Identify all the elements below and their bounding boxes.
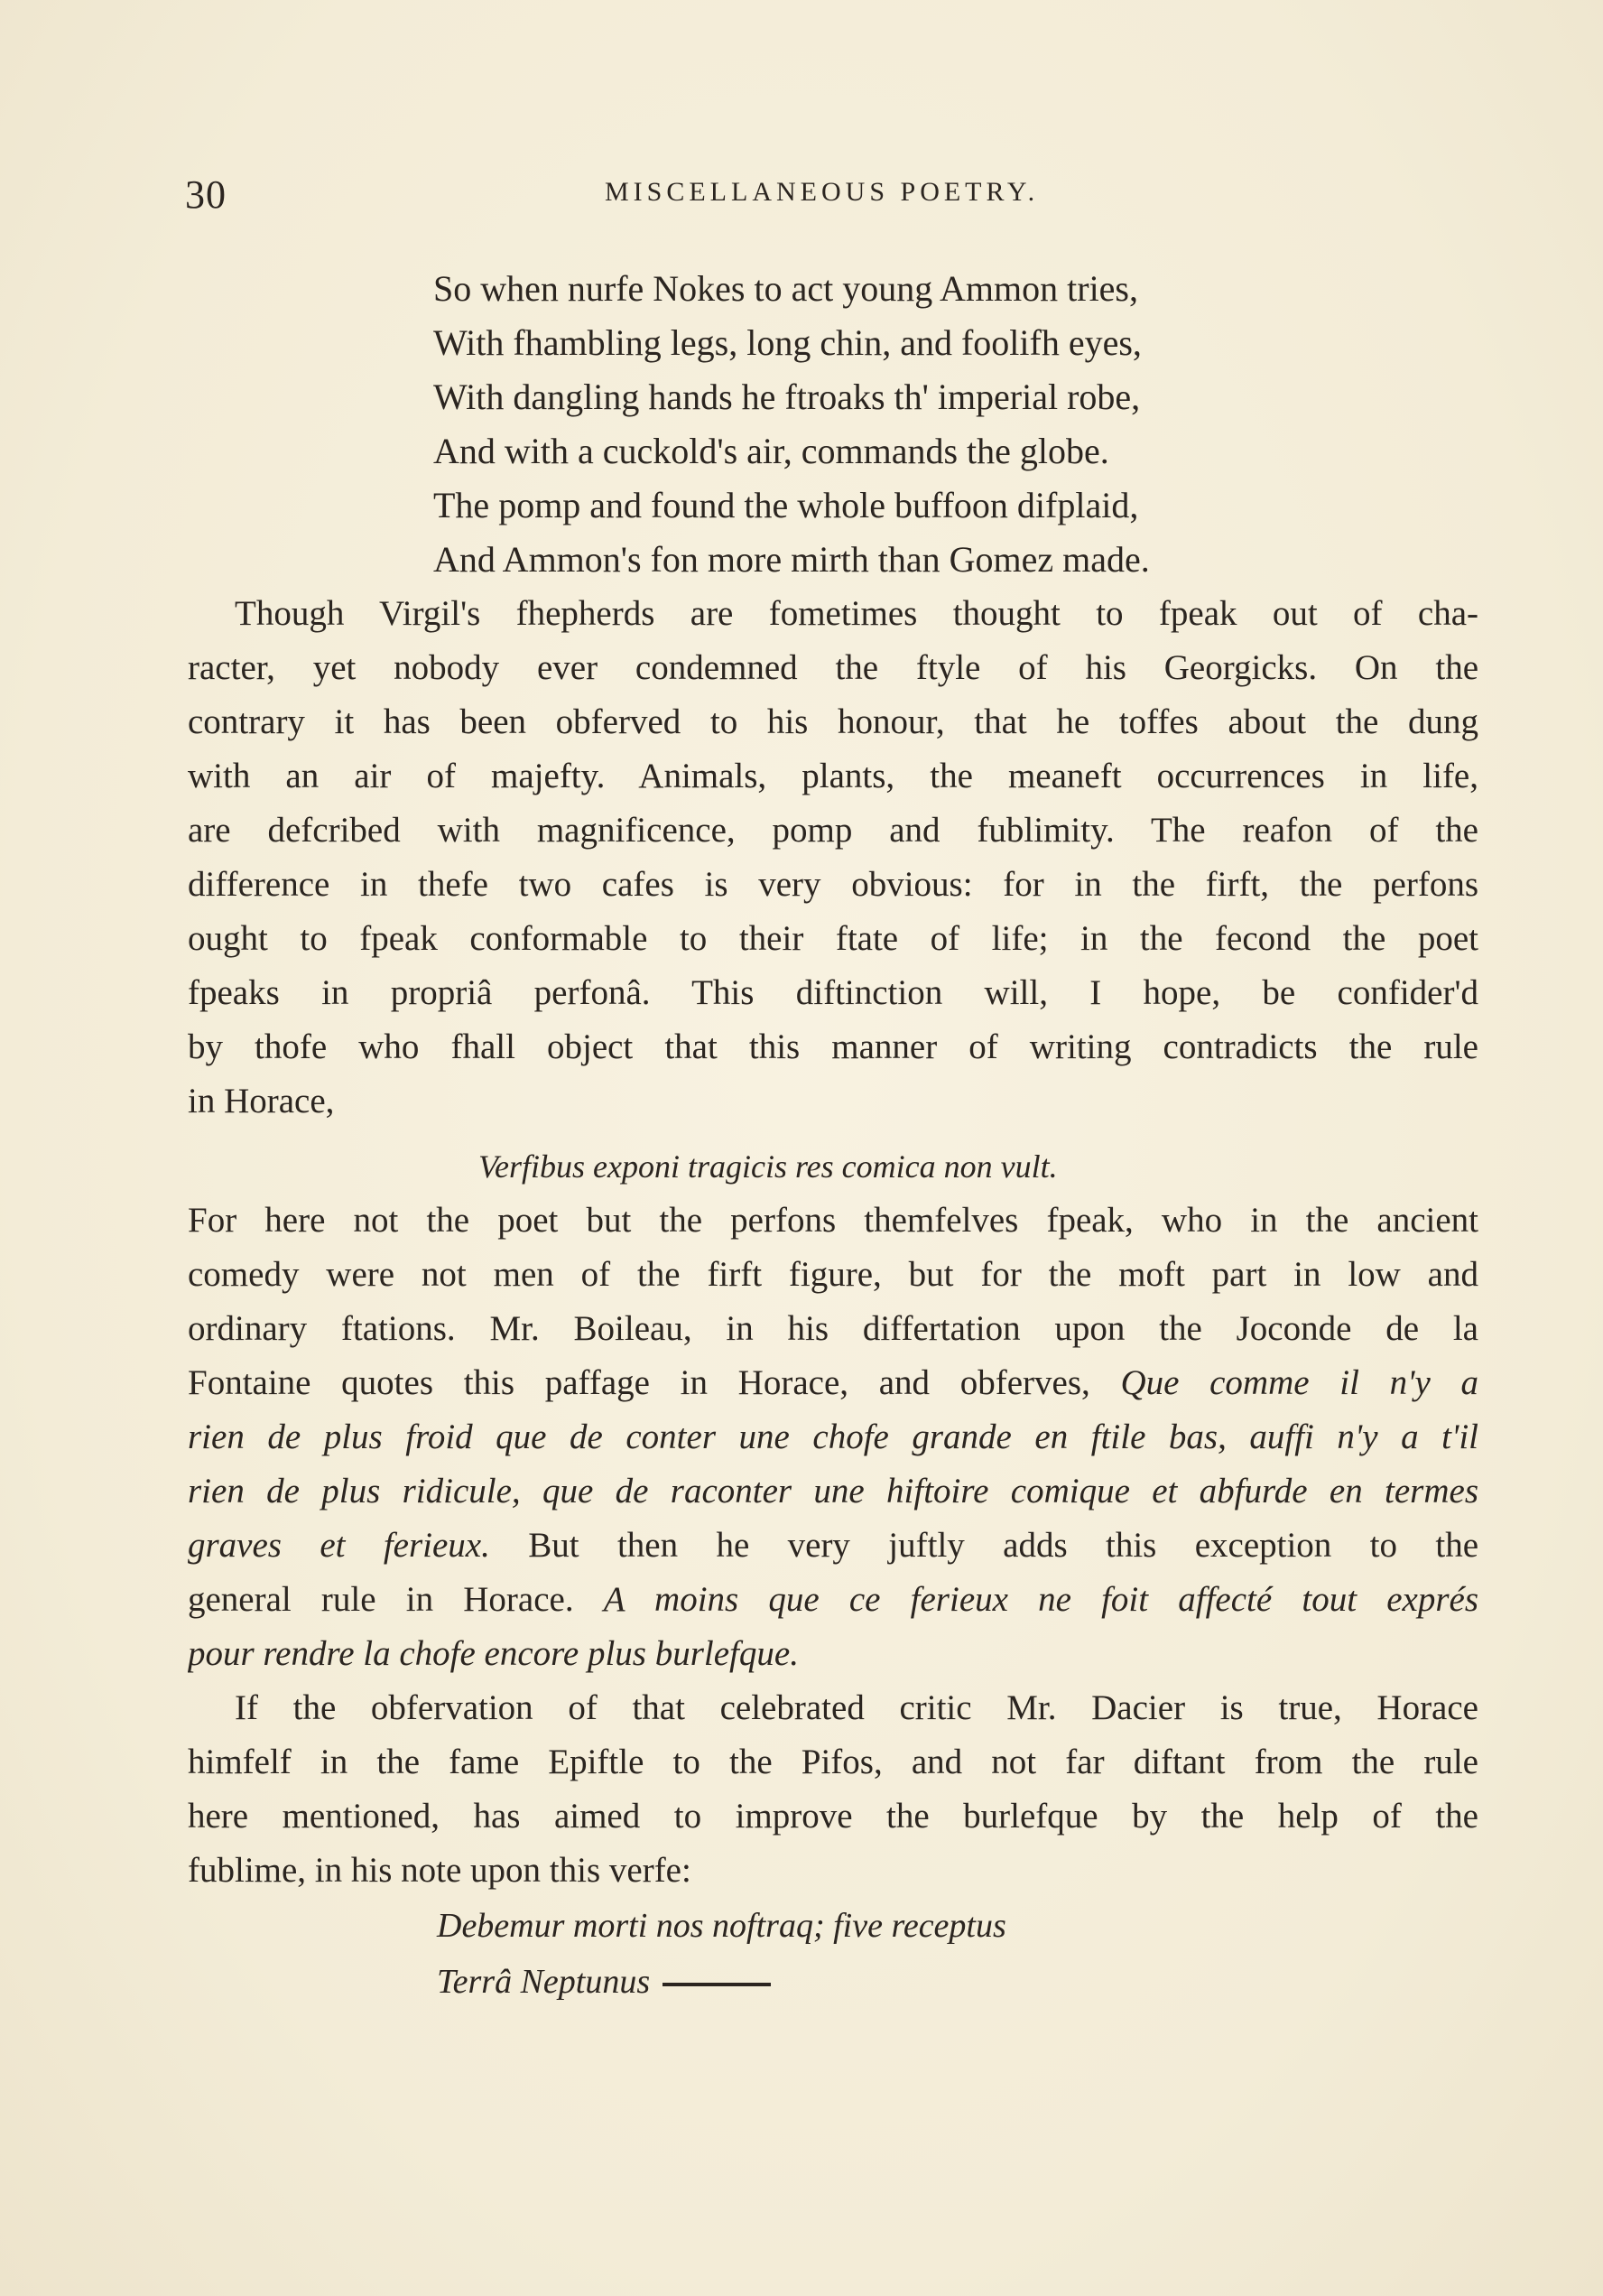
french-quotation-line: rien de plus ridicule, que de raconter une hiftoire comique et abfurde en termes xyxy=(188,1472,1478,1511)
text-line: racter, yet nobody ever condemned the ftyle of his Georgicks. On the xyxy=(188,648,1478,687)
text-line xyxy=(188,1356,1478,1410)
french-quotation: graves et ferieux. xyxy=(188,1526,490,1565)
text-line xyxy=(188,1519,1478,1573)
quotation-line: Debemur morti nos noftraq; five receptus xyxy=(437,1907,1006,1945)
page-number: 30 xyxy=(185,172,227,217)
text-line: fublime, in his note upon this verfe: xyxy=(188,1851,691,1890)
quotation-text: Terrâ Neptunus xyxy=(437,1963,651,2001)
paragraph-virgil xyxy=(188,587,1478,1129)
text-roman: general rule in Horace. xyxy=(188,1580,574,1619)
text-line: himfelf in the fame Epiftle to the Pifos, and not far diftant from the rule xyxy=(188,1743,1478,1781)
text-line: fpeaks in propriâ perfonâ. This diftinction will, I hope, be confider'd xyxy=(188,973,1478,1012)
running-head: MISCELLANEOUS POETRY. xyxy=(605,177,1040,207)
text-line: ordinary ftations. Mr. Boileau, in his differtation upon the Joconde de la xyxy=(188,1309,1478,1348)
text-line: comedy were not men of the firft figure, but for the moft part in low and xyxy=(188,1255,1478,1294)
ellipsis-dash xyxy=(663,1983,771,1986)
text-line xyxy=(188,1573,1478,1627)
text-line: here mentioned, has aimed to improve the burlefque by the help of the xyxy=(188,1797,1478,1836)
french-quotation: Que comme il n'y a xyxy=(1120,1363,1478,1402)
text-roman: Fontaine quotes this paffage in Horace, and obferves, xyxy=(188,1363,1090,1402)
latin-quotation-horace: Verfibus exponi tragicis res comica non vult. xyxy=(478,1148,1058,1185)
verse-line: And Ammon's fon more mirth than Gomez made. xyxy=(433,539,1150,580)
text-line: difference in thefe two cafes is very obvious: for in the firft, the perfons xyxy=(188,865,1478,904)
text-line: For here not the poet but the perfons themfelves fpeak, who in the ancient xyxy=(188,1201,1478,1240)
text-line: Though Virgil's fhepherds are fometimes thought to fpeak out of cha- xyxy=(235,594,1478,633)
paragraph-dacier xyxy=(188,1681,1478,1898)
french-quotation-line: pour rendre la chofe encore plus burlefque. xyxy=(188,1634,799,1673)
french-quotation-line: rien de plus froid que de conter une chofe grande en ftile bas, auffi n'y a t'il xyxy=(188,1418,1478,1456)
text-line: ought to fpeak conformable to their ftate of life; in the fecond the poet xyxy=(188,919,1478,958)
verse-line: So when nurfe Nokes to act young Ammon tries, xyxy=(433,268,1138,309)
page-header xyxy=(185,172,1485,226)
verse-line: The pomp and found the whole buffoon difplaid, xyxy=(433,485,1139,525)
verse-line: With fhambling legs, long chin, and foolifh eyes, xyxy=(433,322,1142,363)
verse-line: And with a cuckold's air, commands the globe. xyxy=(433,431,1109,471)
verse-line: With dangling hands he ftroaks th' imperial robe, xyxy=(433,376,1141,417)
text-roman: But then he very juftly adds this exception to the xyxy=(528,1526,1478,1565)
quotation-line xyxy=(437,1954,1006,2010)
text-line: If the obfervation of that celebrated critic Mr. Dacier is true, Horace xyxy=(235,1688,1478,1727)
text-line: are defcribed with magnificence, pomp and fublimity. The reafon of the xyxy=(188,811,1478,850)
text-line: in Horace, xyxy=(188,1082,335,1120)
latin-quotation-epistle xyxy=(437,1898,1006,2010)
french-quotation: A moins que ce ferieux ne foit affecté tout exprés xyxy=(603,1580,1478,1619)
text-line: contrary it has been obferved to his honour, that he toffes about the dung xyxy=(188,702,1478,741)
text-line: with an air of majefty. Animals, plants, the meaneft occurrences in life, xyxy=(188,757,1478,795)
paragraph-boileau xyxy=(188,1194,1478,1681)
verse-stanza xyxy=(433,262,1150,587)
text-line: by thofe who fhall object that this manner of writing contradicts the rule xyxy=(188,1027,1478,1066)
